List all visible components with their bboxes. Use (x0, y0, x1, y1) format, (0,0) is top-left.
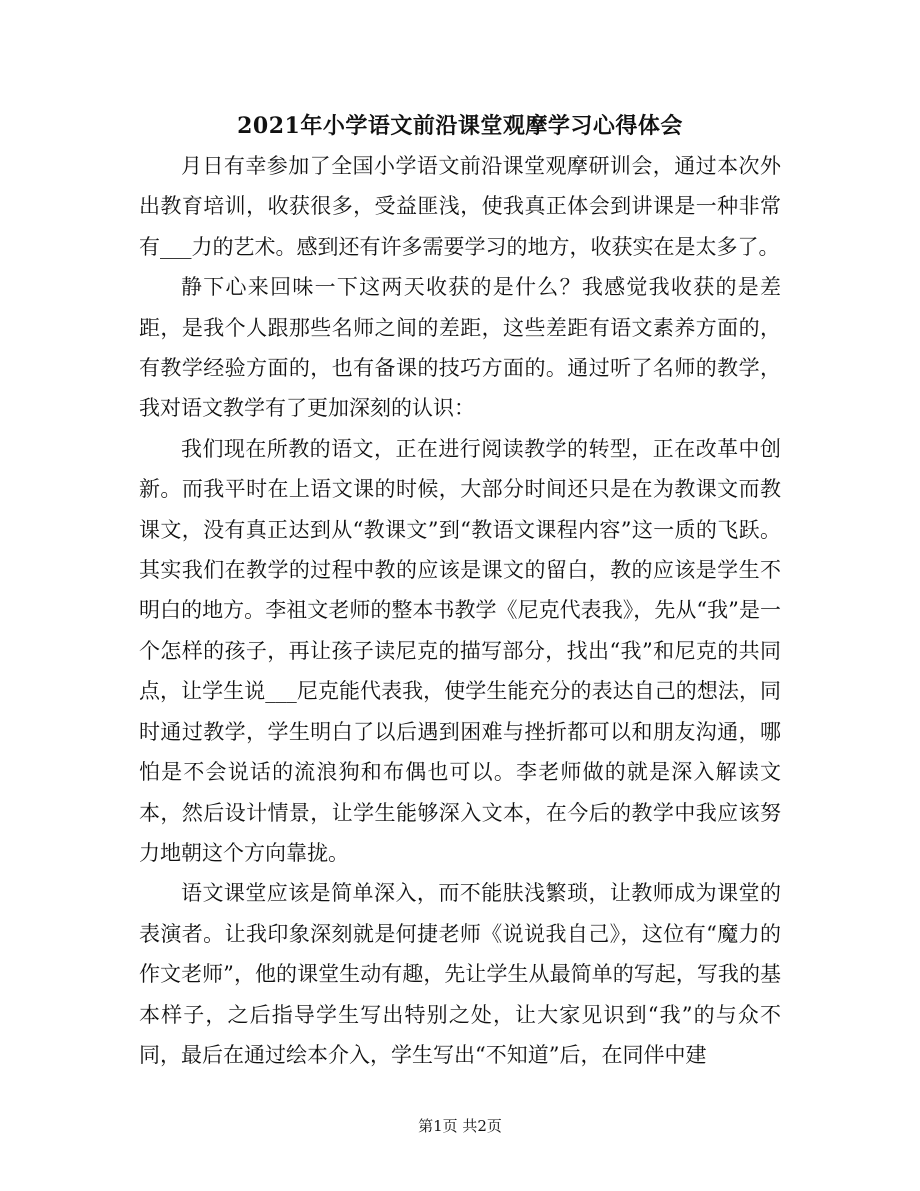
paragraph-1: 月日有幸参加了全国小学语文前沿课堂观摩研训会，通过本次外出教育培训，收获很多，受益匪浅，使我真正体会到讲课是一种非常有___力的艺术。感到还有许多需要学习的地方，收获实在是太多了。 (139, 154, 781, 259)
paragraph-2: 静下心来回味一下这两天收获的是什么？我感觉我收获的是差距，是我个人跟那些名师之间的差距，这些差距有语文素养方面的，有教学经验方面的，也有备课的技巧方面的。通过听了名师的教学，我对语文教学有了更加深刻的认识： (139, 275, 781, 421)
page-footer: 第1页 共2页 (418, 1117, 502, 1135)
paragraph-4: 语文课堂应该是简单深入，而不能肤浅繁琐，让教师成为课堂的表演者。让我印象深刻就是何捷老师《说说我自己》，这位有“魔力的作文老师”，他的课堂生动有趣，先让学生从最简单的写起，写我的基本样子，之后指导学生写出特别之处，让大家见识到“我”的与众不同，最后在通过绘本介入，学生写出“不知道”后，在同伴中建 (139, 881, 781, 1067)
document-body (139, 146, 781, 1075)
paragraph-3: 我们现在所教的语文，正在进行阅读教学的转型，正在改革中创新。而我平时在上语文课的时候，大部分时间还只是在为教课文而教课文，没有真正达到从“教课文”到“教语文课程内容”这一质的飞跃。其实我们在教学的过程中教的应该是课文的留白，教的应该是学生不明白的地方。李祖文老师的整本书教学《尼克代表我》，先从“我”是一个怎样的孩子，再让孩子读尼克的描写部分，找出“我”和尼克的共同点，让学生说___尼克能代表我，使学生能充分的表达自己的想法，同时通过教学，学生明白了以后遇到困难与挫折都可以和朋友沟通，哪怕是不会说话的流浪狗和布偶也可以。李老师做的就是深入解读文本，然后设计情景，让学生能够深入文本，在今后的教学中我应该努力地朝这个方向靠拢。 (139, 436, 781, 865)
document-title: 2021年小学语文前沿课堂观摩学习心得体会 (237, 113, 683, 139)
